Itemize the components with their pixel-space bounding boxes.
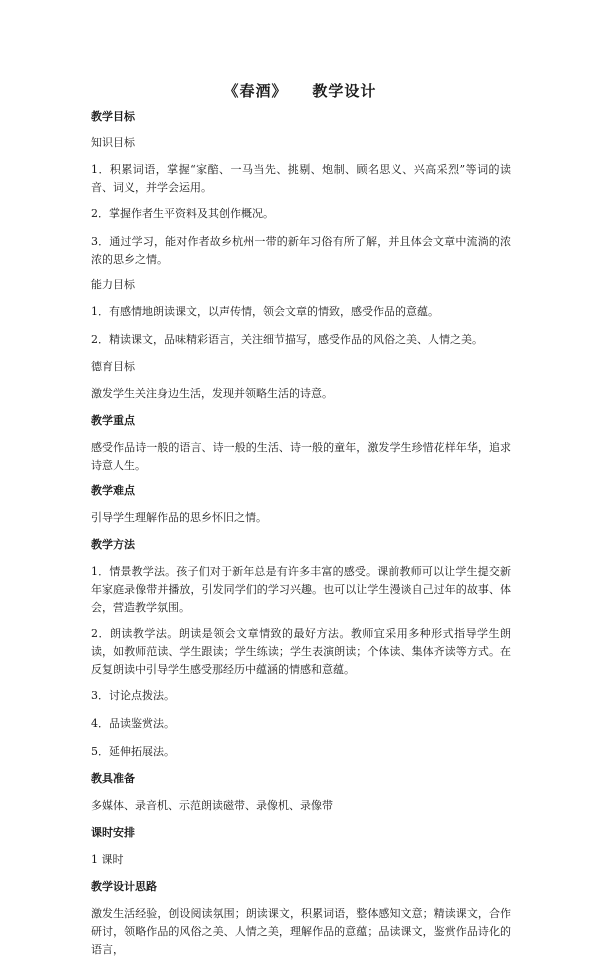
document-body (91, 109, 511, 967)
key-points-text: 感受作品诗一般的语言、诗一般的生活、诗一般的童年，激发学生珍惜花样年华，追求诗意人生。 (91, 441, 511, 472)
difficulties-text: 引导学生理解作品的思乡怀旧之情。 (91, 511, 267, 524)
design-ideas-text: 激发生活经验，创设阅读氛围；朗读课文，积累词语，整体感知文意；精读课文，合作研讨，领略作品的风俗之美、人情之美，理解作品的意蕴；品读课文，鉴赏作品诗化的语言， (91, 907, 511, 956)
method-item-3: 3．讨论点拨法。 (91, 689, 175, 702)
method-item-2: 2．朗读教学法。朗读是领会文章情致的最好方法。教师宜采用多种形式指导学生朗读，如教师范读、学生跟读；学生练读；学生表演朗读；个体读、集体齐读等方式。在反复朗读中引导学生感受那经历中蕴涵的情感和意蕴。 (91, 627, 511, 676)
method-item-1: 1．情景教学法。孩子们对于新年总是有许多丰富的感受。课前教师可以让学生提交新年家庭录像带并播放，引发同学们的学习兴趣。也可以让学生漫谈自己过年的故事、体会，营造教学氛围。 (91, 565, 511, 614)
subheading-knowledge-goals: 知识目标 (91, 136, 135, 149)
heading-teaching-methods: 教学方法 (91, 538, 135, 551)
schedule-text: 1 课时 (91, 853, 124, 866)
ability-item-2: 2．精读课文，品味精彩语言，关注细节描写，感受作品的风俗之美、人情之美。 (91, 333, 483, 346)
subheading-moral-goals: 德育目标 (91, 360, 135, 373)
heading-difficulties: 教学难点 (91, 484, 135, 497)
method-item-4: 4．品读鉴赏法。 (91, 717, 175, 730)
tools-text: 多媒体、录音机、示范朗读磁带、录像机、录像带 (91, 799, 333, 812)
heading-key-points: 教学重点 (91, 414, 135, 427)
heading-teaching-goals: 教学目标 (91, 110, 135, 123)
moral-item-1: 激发学生关注身边生活，发现并领略生活的诗意。 (91, 387, 333, 400)
ability-item-1: 1．有感情地朗读课文，以声传情，领会文章的情致，感受作品的意蕴。 (91, 305, 439, 318)
heading-schedule: 课时安排 (91, 826, 135, 839)
knowledge-item-2: 2．掌握作者生平资料及其创作概况。 (91, 207, 274, 220)
knowledge-item-3: 3．通过学习，能对作者故乡杭州一带的新年习俗有所了解，并且体会文章中流淌的浓浓的思乡之情。 (91, 235, 511, 266)
document-title: 《春酒》 教学设计 (223, 82, 377, 100)
subheading-ability-goals: 能力目标 (91, 278, 135, 291)
knowledge-item-1: 1．积累词语，掌握“家醅、一马当先、挑剔、炮制、顾名思义、兴高采烈”等词的读音、词义，并学会运用。 (91, 163, 511, 194)
method-item-5: 5．延伸拓展法。 (91, 745, 175, 758)
heading-teaching-tools: 教具准备 (91, 772, 135, 785)
heading-design-ideas: 教学设计思路 (91, 880, 157, 893)
